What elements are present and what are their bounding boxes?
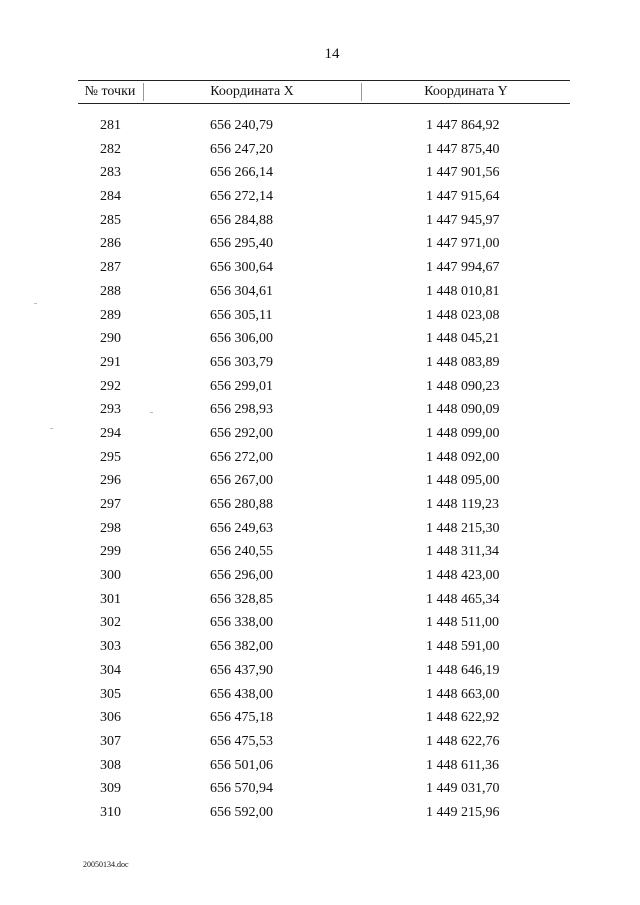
coordinate-y-cell: 1 448 663,00 <box>426 686 500 702</box>
point-number-cell: 287 <box>100 260 121 276</box>
point-number-cell: 282 <box>100 141 121 157</box>
coordinate-y-cell: 1 448 083,89 <box>426 354 500 370</box>
coordinate-x-cell: 656 592,00 <box>210 804 273 820</box>
table-row <box>78 778 570 802</box>
table-row <box>78 684 570 708</box>
table-row <box>78 352 570 376</box>
point-number-cell: 295 <box>100 449 121 465</box>
coordinate-y-cell: 1 448 591,00 <box>426 639 500 655</box>
point-number-cell: 300 <box>100 568 121 584</box>
table-header <box>78 80 570 104</box>
table-row <box>78 233 570 257</box>
coordinate-x-cell: 656 328,85 <box>210 591 273 607</box>
scan-margin-mark <box>34 303 37 304</box>
table-row <box>78 660 570 684</box>
table-row <box>78 731 570 755</box>
point-number-cell: 296 <box>100 473 121 489</box>
coordinate-x-cell: 656 266,14 <box>210 165 273 181</box>
coordinate-y-cell: 1 447 945,97 <box>426 212 500 228</box>
point-number-cell: 281 <box>100 118 121 133</box>
table-row <box>78 281 570 305</box>
coordinate-x-cell: 656 296,00 <box>210 568 273 584</box>
coordinate-x-cell: 656 304,61 <box>210 283 273 299</box>
coordinate-y-cell: 1 448 622,92 <box>426 710 500 726</box>
coordinate-x-cell: 656 247,20 <box>210 141 273 157</box>
coordinate-x-cell: 656 475,18 <box>210 710 273 726</box>
header-coordinate-y: Координата Y <box>424 84 508 99</box>
table-row <box>78 257 570 281</box>
point-number-cell: 288 <box>100 283 121 299</box>
coordinate-x-cell: 656 437,90 <box>210 662 273 678</box>
table-row <box>78 447 570 471</box>
table-row <box>78 755 570 779</box>
table-row <box>78 305 570 329</box>
point-number-cell: 309 <box>100 781 121 797</box>
point-number-cell: 289 <box>100 307 121 323</box>
point-number-cell: 283 <box>100 165 121 181</box>
table-row <box>78 494 570 518</box>
coordinate-x-cell: 656 501,06 <box>210 757 273 773</box>
point-number-cell: 297 <box>100 497 121 512</box>
coordinate-x-cell: 656 292,00 <box>210 425 273 441</box>
point-number-cell: 286 <box>100 236 121 252</box>
coordinate-x-cell: 656 267,00 <box>210 473 273 489</box>
coordinate-y-cell: 1 448 465,34 <box>426 591 500 607</box>
coordinate-x-cell: 656 284,88 <box>210 212 273 228</box>
coordinate-y-cell: 1 448 099,00 <box>426 425 500 441</box>
coordinate-y-cell: 1 447 901,56 <box>426 165 500 181</box>
coordinate-y-cell: 1 448 311,34 <box>426 544 499 560</box>
coordinate-x-cell: 656 382,00 <box>210 639 273 655</box>
table-row <box>78 139 570 163</box>
coordinate-y-cell: 1 448 092,00 <box>426 449 500 465</box>
point-number-cell: 303 <box>100 639 121 655</box>
coordinate-y-cell: 1 448 423,00 <box>426 568 500 584</box>
coordinate-x-cell: 656 306,00 <box>210 331 273 347</box>
point-number-cell: 294 <box>100 425 121 441</box>
table-row <box>78 707 570 731</box>
coordinate-y-cell: 1 448 090,23 <box>426 378 500 394</box>
coordinate-y-cell: 1 448 622,76 <box>426 733 500 749</box>
coordinate-y-cell: 1 447 875,40 <box>426 141 500 157</box>
table-row <box>78 186 570 210</box>
point-number-cell: 284 <box>100 189 121 205</box>
coordinate-y-cell: 1 448 090,09 <box>426 402 500 418</box>
table-row <box>78 376 570 400</box>
point-number-cell: 285 <box>100 212 121 228</box>
coordinate-y-cell: 1 449 215,96 <box>426 804 500 820</box>
table-row <box>78 328 570 352</box>
coordinate-x-cell: 656 249,63 <box>210 520 273 536</box>
coordinate-y-cell: 1 448 023,08 <box>426 307 500 323</box>
header-point-number: № точки <box>84 84 136 99</box>
coordinates-table-body <box>78 115 570 826</box>
coordinate-y-cell: 1 447 994,67 <box>426 260 500 276</box>
table-row <box>78 612 570 636</box>
point-number-cell: 302 <box>100 615 121 631</box>
scan-margin-mark <box>50 428 53 429</box>
coordinate-y-cell: 1 448 215,30 <box>426 520 500 536</box>
table-row <box>78 423 570 447</box>
table-row <box>78 210 570 234</box>
coordinate-y-cell: 1 448 511,00 <box>426 615 499 631</box>
table-row <box>78 541 570 565</box>
coordinate-x-cell: 656 272,00 <box>210 449 273 465</box>
coordinate-y-cell: 1 448 646,19 <box>426 662 500 678</box>
table-row <box>78 565 570 589</box>
coordinate-x-cell: 656 475,53 <box>210 733 273 749</box>
coordinate-x-cell: 656 280,88 <box>210 497 273 512</box>
coordinate-y-cell: 1 448 611,36 <box>426 757 499 773</box>
point-number-cell: 308 <box>100 757 121 773</box>
table-row <box>78 162 570 186</box>
table-row <box>78 636 570 660</box>
coordinate-y-cell: 1 447 915,64 <box>426 189 500 205</box>
table-row <box>78 589 570 613</box>
point-number-cell: 310 <box>100 804 121 820</box>
coordinate-x-cell: 656 240,79 <box>210 118 273 133</box>
coordinate-y-cell: 1 449 031,70 <box>426 781 500 797</box>
coordinate-x-cell: 656 570,94 <box>210 781 273 797</box>
coordinate-x-cell: 656 295,40 <box>210 236 273 252</box>
coordinate-y-cell: 1 447 864,92 <box>426 118 500 133</box>
coordinate-y-cell: 1 448 010,81 <box>426 283 500 299</box>
point-number-cell: 291 <box>100 354 121 370</box>
table-row <box>78 518 570 542</box>
point-number-cell: 290 <box>100 331 121 347</box>
point-number-cell: 293 <box>100 402 121 418</box>
coordinate-x-cell: 656 298,93 <box>210 402 273 418</box>
footer-filename: 20050134.doc <box>83 860 129 869</box>
coordinate-x-cell: 656 300,64 <box>210 260 273 276</box>
point-number-cell: 292 <box>100 378 121 394</box>
point-number-cell: 298 <box>100 520 121 536</box>
coordinate-x-cell: 656 272,14 <box>210 189 273 205</box>
coordinate-y-cell: 1 447 971,00 <box>426 236 500 252</box>
coordinate-x-cell: 656 299,01 <box>210 378 273 394</box>
table-row <box>78 115 570 139</box>
point-number-cell: 305 <box>100 686 121 702</box>
coordinate-x-cell: 656 240,55 <box>210 544 273 560</box>
coordinate-x-cell: 656 305,11 <box>210 307 273 323</box>
point-number-cell: 299 <box>100 544 121 560</box>
point-number-cell: 304 <box>100 662 121 678</box>
page-number: 14 <box>324 46 340 62</box>
table-row <box>78 802 570 826</box>
scan-margin-mark <box>150 412 153 413</box>
coordinate-y-cell: 1 448 119,23 <box>426 497 499 512</box>
point-number-cell: 301 <box>100 591 121 607</box>
coordinate-x-cell: 656 303,79 <box>210 354 273 370</box>
coordinate-y-cell: 1 448 095,00 <box>426 473 500 489</box>
point-number-cell: 306 <box>100 710 121 726</box>
coordinate-x-cell: 656 438,00 <box>210 686 273 702</box>
coordinate-x-cell: 656 338,00 <box>210 615 273 631</box>
header-coordinate-x: Координата X <box>210 84 294 99</box>
table-row <box>78 470 570 494</box>
point-number-cell: 307 <box>100 733 121 749</box>
coordinate-y-cell: 1 448 045,21 <box>426 331 500 347</box>
